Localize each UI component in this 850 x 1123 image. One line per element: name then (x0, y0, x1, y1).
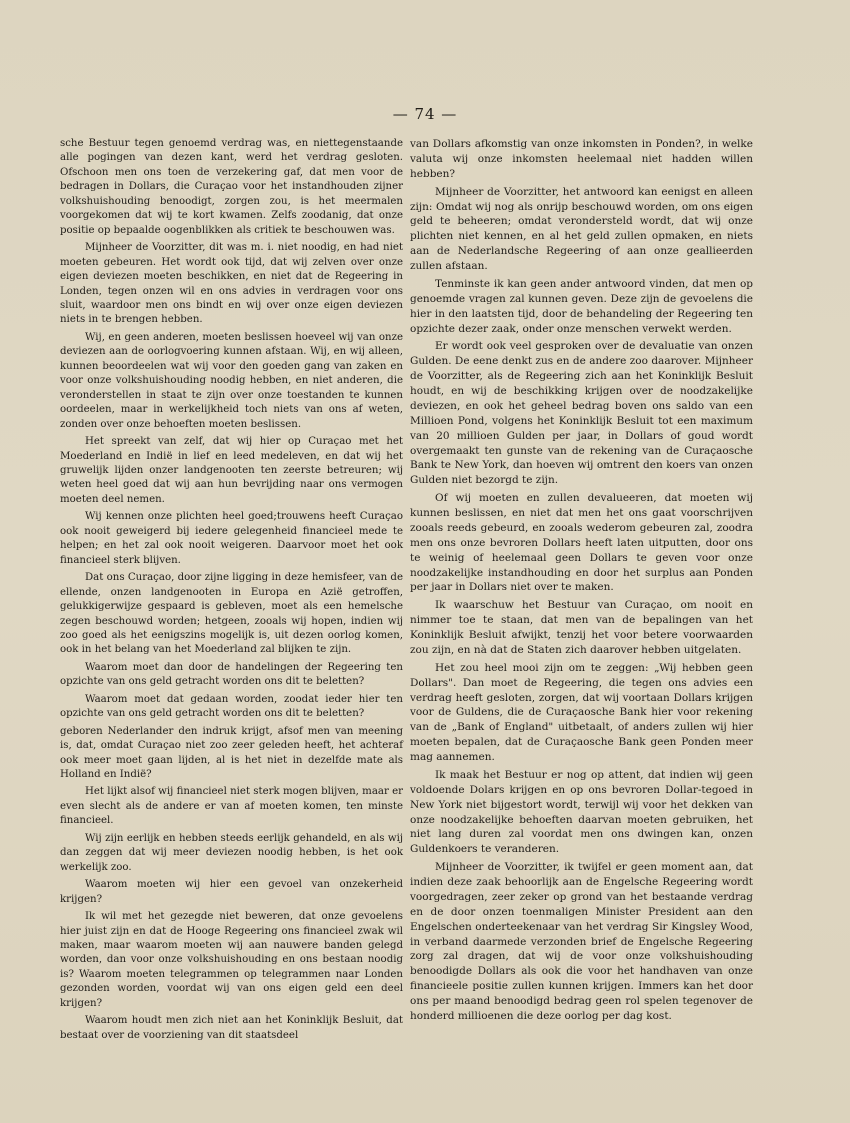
paragraph: Wij zijn eerlijk en hebben steeds eerlijk gehandeld, en als wij dan zeggen dat wij meer deviezen noodig hebben, is het ook werkelijk zoo. (60, 832, 403, 873)
paragraph: geboren Nederlander den indruk krijgt, afsof men van meening is, dat, omdat Curaçao niet zoo zeer geleden heeft, het achteraf ook meer moet gaan lijden, al is het niet in dezelfde mate als Holland en Indië? (60, 725, 403, 781)
left-text-column (60, 137, 403, 1046)
paragraph: Het lijkt alsof wij financieel niet sterk mogen blijven, maar er even slecht als de andere er van af moeten komen, ten minste financieel. (60, 786, 403, 827)
page-number: — 74 — (392, 105, 458, 123)
paragraph: Waarom moet dat gedaan worden, zoodat ieder hier ten opzichte van ons geld getracht worden ons dit te beletten? (60, 693, 403, 720)
paragraph: Waarom moeten wij hier een gevoel van onzekerheid krijgen? (60, 879, 403, 905)
paragraph: Mijnheer de Voorzitter, dit was m. i. niet noodig, en had niet moeten gebeuren. Het wordt ook tijd, dat wij zelven over onze eigen deviezen moeten beschikken, en niet dat de Regeering in Londen, tegen onzen wil en ons advies in verdragen voor ons sluit, waardoor men ons bindt en wij over onze eigen deviezen niets in te brengen hebben. (60, 242, 403, 326)
right-text-column (410, 137, 753, 1027)
paragraph: Ik waarschuw het Bestuur van Curaçao, om nooit en nimmer toe te staan, dat men van de bepalingen van het Koninklijk Besluit afwijkt, tenzij het voor betere voorwaarden zou zijn, en nà dat de Staten zich daarover hebben uitgelaten. (410, 599, 753, 656)
paragraph: Of wij moeten en zullen devalueeren, dat moeten wij kunnen beslissen, en niet dat men het ons gaat voorschrijven zooals reeds gebeurd, en zooals wederom gebeuren zal, zoodra men ons onze bevroren Dollars heeft laten uitputten, door ons te weinig of heelemaal geen Dollars te geven voor onze noodzakelijke instandhouding en door het surplus aan Ponden per jaar in Dollars niet over te maken. (410, 492, 753, 594)
paragraph: Ik maak het Bestuur er nog op attent, dat indien wij geen voldoende Dolars krijgen en op ons bevroren Dollar-tegoed in New York niet bijgestort wordt, terwijl wij voor het dekken van onze noodzakelijke behoeften daarvan moeten gebruiken, het niet lang duren zal voordat men ons dwingen kan, onzen Guldenkoers te veranderen. (410, 768, 753, 856)
paragraph: Er wordt ook veel gesproken over de devaluatie van onzen Gulden. De eene denkt zus en de andere zoo daarover. Mijnheer de Voorzitter, als de Regeering zich aan het Koninklijk Besluit houdt, en wij de beschikking krijgen over de noodzakelijke deviezen, en ook het geheel bedrag boven ons saldo van een Millioen Pond, volgens het Koninklijk Besluit tot een maximum van 20 millioen Gulden per jaar, in Dollars of goud wordt overgemaakt ten gunste van de rekening van de Curaçaosche Bank te New York, dan hoeven wij omtrent den koers van onzen Gulden niet bezorgd te zijn. (410, 340, 753, 487)
paragraph: van Dollars afkomstig van onze inkomsten in Ponden?, in welke valuta wij onze inkomsten heelemaal niet hadden willen hebben? (410, 138, 753, 180)
paragraph: Het zou heel mooi zijn om te zeggen: „Wij hebben geen Dollars". Dan moet de Regeering, die tegen ons advies een verdrag heeft gesloten, zorgen, dat wij voortaan Dollars krijgen voor de Guldens, die de Curaçaosche Bank hier voor rekening van de „Bank of England" uitbetaalt, of anders zullen wij hier moeten bepalen, dat de Curaçaosche Bank geen Ponden meer mag aannemen. (410, 661, 753, 763)
paragraph: Dat ons Curaçao, door zijne ligging in deze hemisfeer, van de ellende, onzen landgenooten in Europa en Azië getroffen, gelukkigerwijze gespaard is gebleven, moet als een hemelsche zegen beschouwd worden; hetgeen, zooals wij hopen, indien wij zoo goed als het eenigszins mogelijk is, uit dezen oorlog komen, ook in het belang van het Moederland zal blijken te zijn. (60, 572, 403, 656)
paragraph: Tenminste ik kan geen ander antwoord vinden, dat men op genoemde vragen zal kunnen geven. Deze zijn de gevoelens die hier in den laatsten tijd, door de behandeling der Regeering ten opzichte dezer zaak, onder onze menschen verwekt werden. (410, 277, 753, 335)
paragraph: Het spreekt van zelf, dat wij hier op Curaçao met het Moederland en Indië in lief en leed medeleven, en dat wij het gruwelijk lijden onzer landgenooten ten zeerste betreuren; wij weten heel goed dat wij aan hun bevrijding naar ons vermogen moeten deel nemen. (60, 436, 403, 505)
paragraph: Ik wil met het gezegde niet beweren, dat onze gevoelens hier juist zijn en dat de Hooge Regeering ons financieel zwak wil maken, maar waarom moeten wij aan nauwere banden gelegd worden, dan voor onze volkshuishouding en ons bestaan noodig is? Waarom moeten telegrammen op telegrammen naar Londen gezonden worden, voordat wij van ons eigen geld een deel krijgen? (60, 911, 403, 1009)
paragraph: Wij, en geen anderen, moeten beslissen hoeveel wij van onze deviezen aan de oorlogvoering kunnen afstaan. Wij, en wij alleen, kunnen beoordeelen wat wij voor den goeden gang van zaken en voor onze volkshuishouding noodig hebben, en niet anderen, die veronderstellen in staat te zijn over onze toestanden te kunnen oordeelen, maar in werkelijkheid toch niets van ons af weten, zonden over onze behoeften moeten beslissen. (60, 331, 403, 430)
paragraph: Waarom moet dan door de handelingen der Regeering ten opzichte van ons geld getracht worden ons dit te beletten? (60, 661, 403, 688)
paragraph: sche Bestuur tegen genoemd verdrag was, en niettegenstaande alle pogingen van dezen kant, werd het verdrag gesloten. Ofschoon men ons toen de verzekering gaf, dat men voor de bedragen in Dollars, die Curaçao voor het instandhouden zijner volkshuishouding benoodigt, zorgen zou, is het meermalen voorgekomen dat wij te kort kwamen. Zelfs zoodanig, dat onze positie op bepaalde oogenblikken als critiek te beschouwen was. (60, 138, 403, 236)
paragraph: Mijnheer de Voorzitter, ik twijfel er geen moment aan, dat indien deze zaak behoorlijk aan de Engelsche Regeering wordt voorgedragen, zeer zeker op grond van het bestaande verdrag en de door onzen toenmaligen Minister President aan den Engelschen onderteekenaar van het verdrag Sir Kingsley Wood, in verband daarmede verzonden brief de Engelsche Regeering zorg zal dragen, dat wij de voor onze volkshuishouding benoodigde Dollars als ook die voor het handhaven van onze financieele positie zullen kunnen krijgen. Immers kan het door ons per maand benoodigd bedrag geen rol spelen tegenover de honderd millioenen die deze oorlog per dag kost. (410, 861, 753, 1022)
paragraph: Mijnheer de Voorzitter, het antwoord kan eenigst en alleen zijn: Omdat wij nog als onrijp beschouwd worden, om ons eigen geld te beheeren; omdat verondersteld wordt, dat wij onze plichten niet kennen, en al het geld zullen opmaken, en niets aan de Nederlandsche Regeering of aan onze geallieerden zullen afstaan. (410, 185, 753, 272)
paragraph: Wij kennen onze plichten heel goed;trouwens heeft Curaçao ook nooit geweigerd bij iedere gelegenheid financieel mede te helpen; en het zal ook nooit weigeren. Daarvoor moet het ook financieel sterk blijven. (60, 511, 403, 566)
paragraph: Waarom houdt men zich niet aan het Koninklijk Besluit, dat bestaat over de voorziening van dit staatsdeel (60, 1015, 403, 1041)
